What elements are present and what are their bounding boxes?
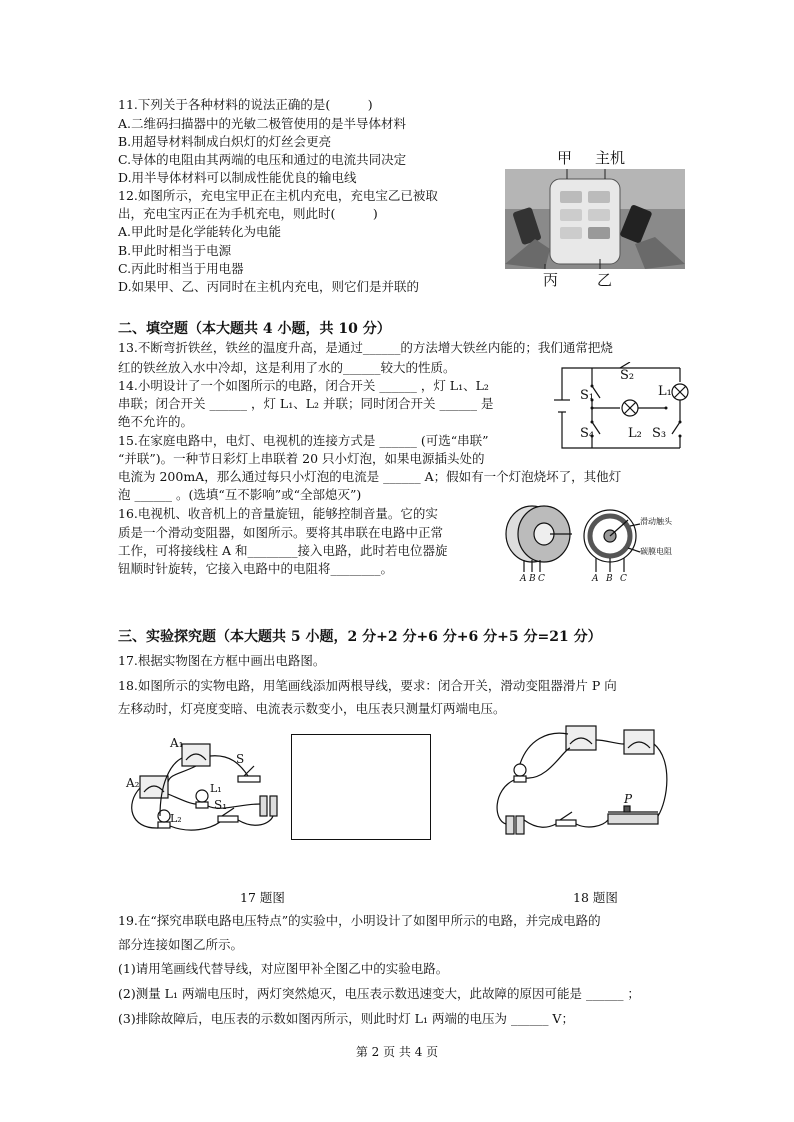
q16-line2: 质是一个滑动变阻器，如图所示。要将其串联在电路中正常 [118, 525, 444, 540]
label-c-right: C [620, 574, 627, 584]
q11-option-a: A.二维码扫描器中的光敏二极管使用的是半导体材料 [118, 116, 407, 131]
label-c-left: C [538, 574, 545, 584]
label-a1: A₁ [170, 736, 184, 750]
q11-stem: 11.下列关于各种材料的说法正确的是( ) [118, 97, 373, 112]
label-yi: 乙 [597, 271, 613, 289]
q14-line2: 串联；闭合开关 ______ ，灯 L₁、L₂ 并联；同时闭合开关 ______ 是 [118, 396, 494, 411]
label-jia: 甲 [557, 149, 573, 167]
potentiometer-figure [500, 498, 690, 588]
label-zhuji: 主机 [595, 149, 626, 167]
q17-answer-box[interactable] [291, 734, 431, 840]
q19-part1: (1)请用笔画线代替导线，对应图甲补全图乙中的实验电路。 [118, 961, 449, 976]
q12-option-c: C.丙此时相当于用电器 [118, 261, 244, 276]
label-l1: L₁ [658, 384, 672, 399]
q12-option-b: B.甲此时相当于电源 [118, 243, 232, 258]
label-l1: L₁ [210, 782, 222, 795]
fig18-caption: 18 题图 [573, 890, 618, 905]
section-3-heading: 三、实验探究题（本大题共 5 小题，2 分+2 分+6 分+6 分+5 分=21 分） [118, 629, 602, 645]
charging-station-figure [505, 145, 685, 295]
q17-text: 17.根据实物图在方框中画出电路图。 [118, 653, 326, 668]
q19-line1: 19.在“探究串联电路电压特点”的实验中，小明设计了如图甲所示的电路，并完成电路的 [118, 913, 601, 928]
q13-line1: 13.不断弯折铁丝，铁丝的温度升高，是通过______的方法增大铁丝内能的；我们通常把烧 [118, 340, 613, 355]
label-a-left: A [520, 574, 527, 584]
q14-line1: 14.小明设计了一个如图所示的电路，闭合开关 ______ ，灯 L₁、L₂ [118, 378, 489, 393]
page-footer: 第 2 页 共 4 页 [355, 1045, 439, 1059]
label-s2: S₂ [620, 368, 635, 383]
label-s: S [236, 752, 245, 766]
fig18-drawing [488, 720, 678, 840]
q18-line2: 左移动时，灯亮度变暗、电流表示数变小，电压表只测量灯两端电压。 [118, 701, 506, 716]
q12-stem-line1: 12.如图所示，充电宝甲正在主机内充电，充电宝乙已被取 [118, 188, 438, 203]
q15-line3: 电流为 200mA，那么通过每只小灯泡的电流是 ______ A；假如有一个灯泡烧坏了，其他灯 [118, 469, 622, 484]
q11-option-c: C.导体的电阻由其两端的电压和通过的电流共同决定 [118, 152, 407, 167]
q16-line1: 16.电视机、收音机上的音量旋钮，能够控制音量。它的实 [118, 506, 438, 521]
label-b-right: B [606, 574, 613, 584]
q11-option-d: D.用半导体材料可以制成性能优良的输电线 [118, 170, 357, 185]
label-slider-p: P [624, 792, 633, 806]
label-s3: S₃ [652, 426, 667, 441]
section-2-heading: 二、填空题（本大题共 4 小题，共 10 分） [118, 321, 391, 337]
label-s1: S₁ [214, 798, 228, 812]
q15-line4: 泡 ______ 。(选填“互不影响”或“全部熄灭”) [118, 487, 362, 502]
fig17-drawing [120, 734, 280, 842]
q12-stem-line2: 出，充电宝丙正在为手机充电，则此时( ) [118, 206, 378, 221]
charging-station-photo [505, 169, 685, 269]
label-carbon-film: 碳膜电阻 [640, 547, 672, 556]
q15-line1: 15.在家庭电路中，电灯、电视机的连接方式是 ______ (可选“串联” [118, 433, 489, 448]
q16-line3: 工作，可将接线柱 A 和________接入电路，此时若电位器旋 [118, 543, 448, 558]
q13-line2: 红的铁丝放入水中冷却，这是利用了水的______较大的性质。 [118, 360, 456, 375]
label-s4: S₄ [580, 426, 595, 441]
q15-line2: “并联”)。一种节日彩灯上串联着 20 只小灯泡，如果电源插头处的 [118, 451, 485, 466]
label-sliding-contact: 滑动触头 [640, 517, 672, 526]
label-b-left: B [529, 574, 536, 584]
fig17-physical-circuit [120, 734, 280, 842]
q14-line3: 绝不允许的。 [118, 414, 194, 429]
q11-option-b: B.用超导材料制成白炽灯的灯丝会更亮 [118, 134, 332, 149]
q18-line1: 18.如图所示的实物电路，用笔画线添加两根导线，要求：闭合开关，滑动变阻器滑片 P 向 [118, 678, 617, 693]
q19-line2: 部分连接如图乙所示。 [118, 937, 244, 952]
label-a2: A₂ [126, 776, 140, 790]
label-l2: L₂ [628, 426, 642, 441]
label-a-right: A [592, 574, 599, 584]
q14-circuit-figure [548, 362, 694, 454]
label-l2: L₂ [170, 812, 182, 825]
q12-option-a: A.甲此时是化学能转化为电能 [118, 224, 282, 239]
fig18-physical-circuit [488, 720, 678, 840]
q19-part3: (3)排除故障后，电压表的示数如图丙所示，则此时灯 L₁ 两端的电压为 ______ V； [118, 1011, 574, 1026]
q12-option-d: D.如果甲、乙、丙同时在主机内充电，则它们是并联的 [118, 279, 420, 294]
q16-line4: 钮顺时针旋转，它接入电路中的电阻将________。 [118, 561, 394, 576]
fig17-caption: 17 题图 [240, 890, 285, 905]
label-s1: S₁ [580, 388, 595, 403]
label-bing: 丙 [543, 271, 559, 289]
q19-part2: (2)测量 L₁ 两端电压时，两灯突然熄灭，电压表示数迅速变大，此故障的原因可能是 ______ ； [118, 986, 640, 1001]
